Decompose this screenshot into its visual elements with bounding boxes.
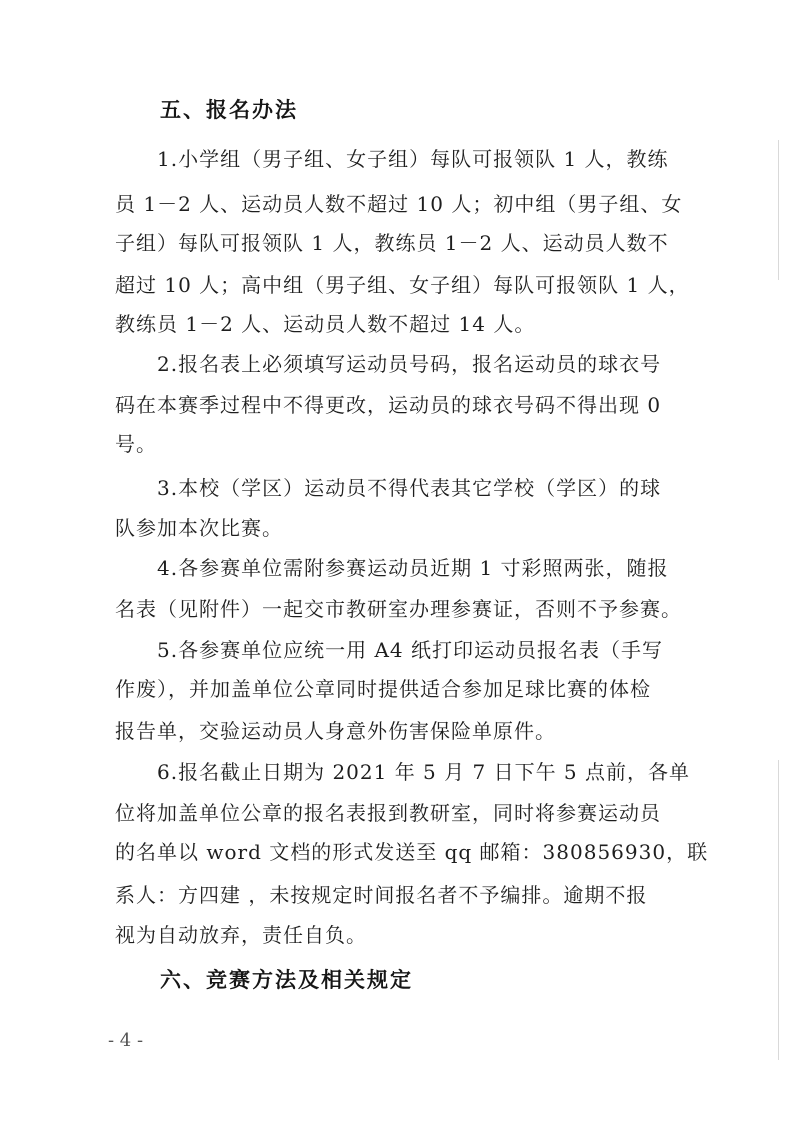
scan-edge-mark-bottom	[778, 760, 779, 1060]
section5-heading: 五、报名办法	[160, 98, 298, 122]
scan-edge-mark-top	[778, 140, 779, 280]
item5-line1: 5.各参赛单位应统一用 A4 纸打印运动员报名表（手写	[157, 638, 663, 662]
page-number: - 4 -	[108, 1030, 144, 1051]
item6-line1: 6.报名截止日期为 2021 年 5 月 7 日下午 5 点前，各单	[157, 760, 691, 784]
item4-line1: 4.各参赛单位需附参赛运动员近期 1 寸彩照两张，随报	[157, 556, 669, 580]
section6-heading: 六、竞赛方法及相关规定	[160, 968, 413, 992]
item2-line1: 2.报名表上必须填写运动员号码，报名运动员的球衣号	[157, 352, 662, 376]
item1-line1: 1.小学组（男子组、女子组）每队可报领队 1 人，教练	[157, 147, 669, 171]
item5-line3: 报告单，交验运动员人身意外伤害保险单原件。	[115, 719, 556, 743]
item1-line3: 子组）每队可报领队 1 人，教练员 1－2 人、运动员人数不	[115, 231, 669, 255]
item6-line5: 视为自动放弃，责任自负。	[115, 923, 367, 947]
item1-line5: 教练员 1－2 人、运动员人数不超过 14 人。	[115, 312, 536, 336]
item6-line4: 系人：方四建 ，未按规定时间报名者不予编排。逾期不报	[115, 883, 648, 907]
item3-line1: 3.本校（学区）运动员不得代表其它学校（学区）的球	[157, 476, 662, 500]
item3-line2: 队参加本次比赛。	[115, 516, 283, 540]
item5-line2: 作废），并加盖单位公章同时提供适合参加足球比赛的体检	[115, 677, 651, 701]
item1-line2: 员 1－2 人、运动员人数不超过 10 人；初中组（男子组、女	[115, 192, 683, 216]
item2-line2: 码在本赛季过程中不得更改，运动员的球衣号码不得出现 0	[115, 393, 662, 417]
item6-line3: 的名单以 word 文档的形式发送至 qq 邮箱：380856930，联	[115, 840, 709, 864]
item2-line3: 号。	[115, 432, 157, 456]
item1-line4: 超过 10 人；高中组（男子组、女子组）每队可报领队 1 人，	[115, 273, 690, 297]
item6-line2: 位将加盖单位公章的报名表报到教研室，同时将参赛运动员	[115, 801, 661, 825]
item4-line2: 名表（见附件）一起交市教研室办理参赛证，否则不予参赛。	[115, 597, 682, 621]
